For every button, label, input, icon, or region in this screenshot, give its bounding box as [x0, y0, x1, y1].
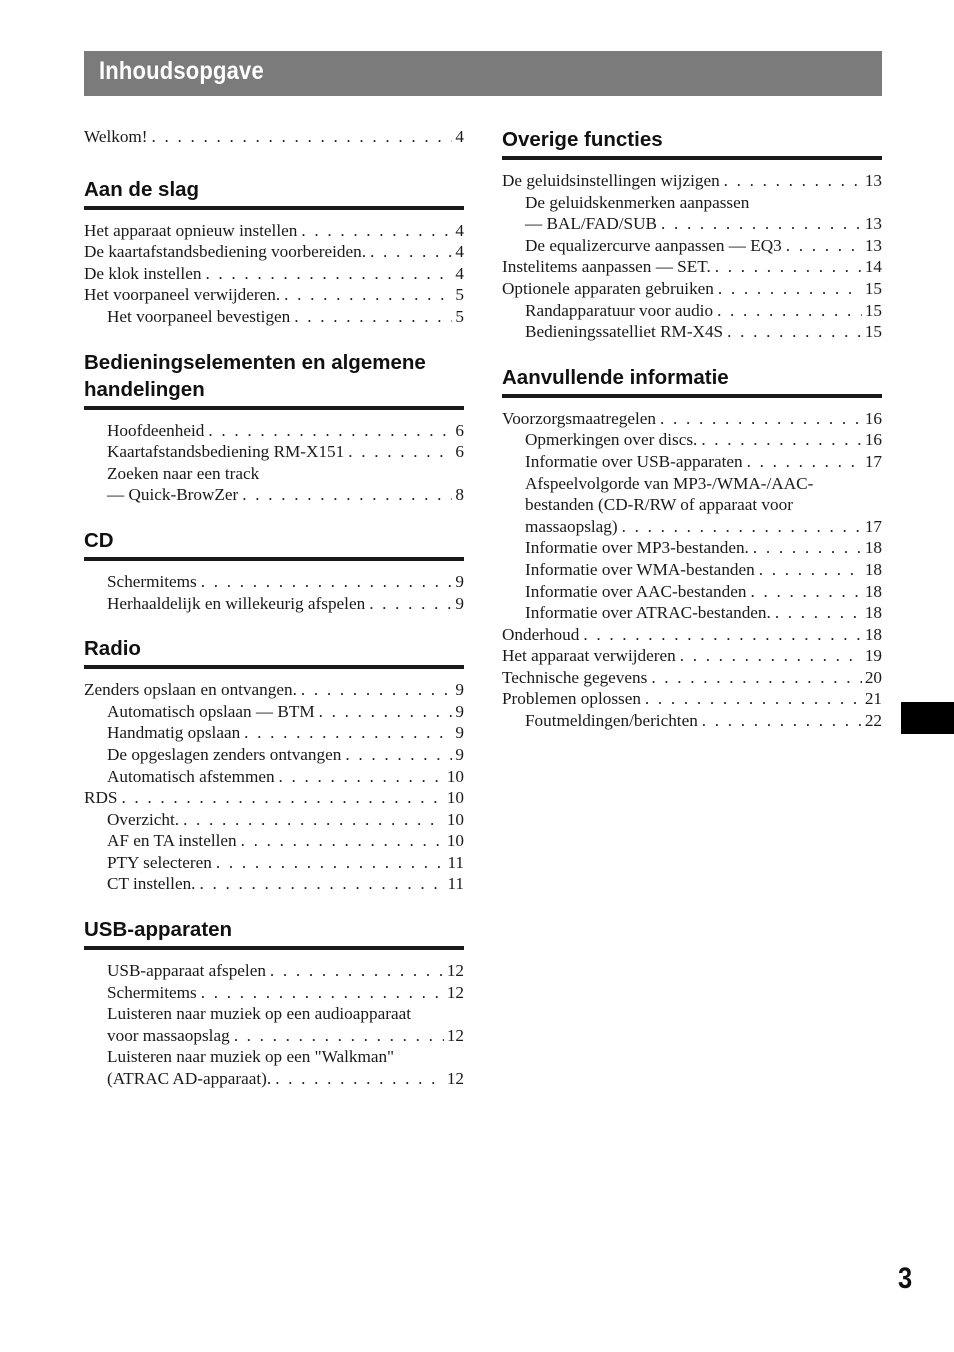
toc-entry-label: De equalizercurve aanpassen — EQ3	[525, 235, 782, 255]
toc-entry-label: Het apparaat opnieuw instellen	[84, 220, 298, 240]
toc-entry[interactable]	[84, 701, 464, 723]
toc-entry-page: 10	[446, 831, 464, 851]
toc-entry-label: massaopslag)	[525, 516, 618, 536]
toc-entry-label: Luisteren naar muziek op een audioapparaat	[107, 1004, 411, 1024]
section-heading: Overige functies	[502, 126, 882, 160]
toc-entry-page: 9	[455, 593, 464, 613]
toc-entry-label: — Quick-BrowZer	[107, 485, 239, 505]
toc-leader-dots	[370, 241, 452, 263]
toc-entries	[84, 220, 464, 328]
toc-entry[interactable]	[502, 278, 882, 300]
toc-entry[interactable]	[84, 873, 464, 895]
section-heading: Radio	[84, 635, 464, 669]
toc-entry[interactable]	[502, 256, 882, 278]
toc-leader-dots	[205, 263, 452, 285]
toc-leader-dots	[775, 602, 862, 624]
toc-leader-dots	[284, 284, 452, 306]
toc-left-column	[84, 126, 464, 1111]
toc-entry-page: 21	[864, 689, 882, 709]
toc-entry-page: 4	[455, 220, 464, 240]
toc-entry-page: 13	[864, 171, 882, 190]
toc-leader-dots	[345, 744, 452, 766]
toc-entry-label: Onderhoud	[502, 624, 580, 644]
toc-leader-dots	[201, 982, 444, 1004]
toc-entry-page: 13	[864, 235, 882, 255]
toc-entry[interactable]	[502, 494, 882, 516]
toc-entry[interactable]	[502, 645, 882, 667]
toc-entry-label: Automatisch afstemmen	[107, 766, 275, 786]
toc-entry-page: 15	[864, 278, 882, 298]
toc-entry-page: 12	[446, 982, 464, 1002]
toc-entry-label: Schermitems	[107, 982, 197, 1002]
toc-entry[interactable]	[502, 451, 882, 473]
toc-entry[interactable]	[502, 408, 882, 430]
toc-entry-label: De opgeslagen zenders ontvangen	[107, 744, 342, 764]
toc-entry-page: 4	[455, 127, 464, 146]
toc-entries	[502, 408, 882, 732]
toc-entry[interactable]	[84, 766, 464, 788]
section-thumb-tab	[901, 702, 954, 734]
toc-entry[interactable]	[84, 787, 464, 809]
toc-entries	[84, 960, 464, 1090]
section-heading: Aanvullende informatie	[502, 364, 882, 398]
toc-entry-page: 17	[864, 516, 882, 536]
toc-entry-label: Overzicht.	[107, 809, 180, 829]
toc-leader-dots	[759, 559, 862, 581]
toc-entry-label: Schermitems	[107, 571, 197, 591]
toc-entry[interactable]	[502, 192, 882, 214]
toc-leader-dots	[183, 809, 444, 831]
toc-entry[interactable]	[502, 235, 882, 257]
toc-entry-label: Technische gegevens	[502, 667, 648, 687]
toc-leader-dots	[270, 960, 444, 982]
toc-leader-dots	[680, 645, 862, 667]
toc-entry-page: 17	[864, 451, 882, 471]
toc-entry-page: 18	[864, 603, 882, 623]
section-heading: CD	[84, 527, 464, 561]
toc-entry[interactable]	[502, 321, 882, 343]
toc-leader-dots	[301, 679, 453, 701]
toc-entries	[84, 126, 464, 148]
toc-leader-dots	[234, 1025, 444, 1047]
toc-leader-dots	[241, 830, 444, 852]
page-title: Inhoudsopgave	[99, 57, 264, 85]
toc-entry-page: 9	[455, 701, 464, 721]
section-heading-line: Bedieningselementen en algemene	[84, 350, 426, 374]
toc-entry[interactable]	[502, 624, 882, 646]
toc-entry-label: Hoofdeenheid	[107, 420, 205, 440]
toc-leader-dots	[786, 235, 862, 257]
toc-entry-label: Handmatig opslaan	[107, 723, 241, 743]
toc-leader-dots	[750, 581, 861, 603]
toc-entry-label: Zoeken naar een track	[107, 463, 260, 483]
toc-section-aan-de-slag	[84, 176, 464, 328]
toc-leader-dots	[701, 429, 862, 451]
toc-leader-dots	[201, 571, 453, 593]
toc-entry-page: 12	[446, 1069, 464, 1089]
toc-entry[interactable]	[502, 300, 882, 322]
toc-entry-page: 18	[864, 559, 882, 579]
toc-entry-page: 19	[864, 646, 882, 666]
toc-entry-page: 16	[864, 430, 882, 450]
section-heading	[84, 349, 464, 410]
toc-leader-dots	[279, 766, 444, 788]
toc-entry-label: De kaartafstandsbediening voorbereiden.	[84, 242, 367, 262]
toc-entry[interactable]	[502, 667, 882, 689]
toc-entry-label: Opmerkingen over discs.	[525, 430, 698, 450]
toc-entry-page: 4	[455, 242, 464, 262]
toc-entry-label: Informatie over AAC-bestanden	[525, 581, 747, 601]
toc-entry[interactable]	[84, 809, 464, 831]
toc-entry[interactable]	[502, 537, 882, 559]
toc-leader-dots	[275, 1068, 444, 1090]
toc-entry-page: 5	[455, 285, 464, 305]
toc-entry-label: PTY selecteren	[107, 852, 212, 872]
toc-section-cd	[84, 527, 464, 614]
toc-leader-dots	[348, 441, 452, 463]
toc-entry-label: Bedieningssatelliet RM-X4S	[525, 322, 724, 342]
toc-entry[interactable]	[84, 463, 464, 485]
toc-entry-label: USB-apparaat afspelen	[107, 961, 266, 981]
toc-entry-page: 4	[455, 263, 464, 283]
toc-entry[interactable]	[84, 1046, 464, 1068]
toc-entry[interactable]	[84, 830, 464, 852]
toc-entry-page: 6	[455, 420, 464, 440]
toc-entry[interactable]	[84, 593, 464, 615]
toc-entry-page: 14	[864, 257, 882, 277]
toc-entry-page: 10	[446, 809, 464, 829]
toc-entry[interactable]	[502, 473, 882, 495]
toc-entry[interactable]	[502, 429, 882, 451]
toc-entry-label: Randapparatuur voor audio	[525, 300, 714, 320]
toc-entry-label: De geluidsinstellingen wijzigen	[502, 171, 720, 190]
toc-leader-dots	[294, 306, 452, 328]
toc-entry-page: 18	[864, 538, 882, 558]
toc-entry[interactable]	[84, 722, 464, 744]
toc-leader-dots	[622, 516, 862, 538]
toc-entry-label: Problemen oplossen	[502, 689, 641, 709]
toc-entry-page: 16	[864, 408, 882, 428]
toc-section-radio	[84, 635, 464, 895]
toc-entry-label: Het voorpaneel verwijderen.	[84, 285, 281, 305]
toc-leader-dots	[301, 220, 452, 242]
toc-leader-dots	[121, 787, 443, 809]
toc-entry-label: Foutmeldingen/berichten	[525, 711, 698, 731]
toc-entry-label: bestanden (CD-R/RW of apparaat voor	[525, 495, 793, 515]
toc-entry[interactable]	[502, 170, 882, 192]
toc-leader-dots	[583, 624, 861, 646]
toc-leader-dots	[724, 170, 862, 192]
toc-entry[interactable]	[502, 559, 882, 581]
toc-entry-label: Herhaaldelijk en willekeurig afspelen	[107, 593, 366, 613]
toc-entry[interactable]	[84, 1003, 464, 1025]
toc-leader-dots	[244, 722, 452, 744]
toc-entry-label: Optionele apparaten gebruiken	[502, 278, 714, 298]
toc-entry[interactable]	[84, 982, 464, 1004]
toc-section-aanvullend	[502, 364, 882, 732]
toc-entry[interactable]	[84, 263, 464, 285]
toc-entry-page: 9	[455, 723, 464, 743]
toc-leader-dots	[715, 256, 862, 278]
toc-entry[interactable]	[84, 420, 464, 442]
toc-entry[interactable]	[84, 744, 464, 766]
toc-entry-page: 12	[446, 1025, 464, 1045]
toc-entry[interactable]	[84, 126, 464, 148]
toc-entry-label: Luisteren naar muziek op een "Walkman"	[107, 1047, 395, 1067]
toc-entry[interactable]	[84, 284, 464, 306]
toc-entry-page: 18	[864, 624, 882, 644]
toc-entry-page: 8	[455, 485, 464, 505]
toc-entry[interactable]	[84, 441, 464, 463]
toc-entry-label: Informatie over MP3-bestanden.	[525, 538, 749, 558]
toc-leader-dots	[216, 852, 445, 874]
title-bar	[84, 51, 882, 96]
toc-entries	[84, 571, 464, 614]
section-heading-line: handelingen	[84, 377, 205, 401]
toc-right-column	[502, 126, 882, 753]
toc-entry-page: 20	[864, 667, 882, 687]
toc-entry-page: 5	[455, 306, 464, 326]
toc-entry-page: 9	[455, 571, 464, 591]
toc-leader-dots	[208, 420, 452, 442]
toc-entry-label: Instelitems aanpassen — SET.	[502, 257, 711, 277]
toc-entry[interactable]	[84, 241, 464, 263]
toc-entry[interactable]	[502, 688, 882, 710]
toc-entry-label: De klok instellen	[84, 263, 202, 283]
toc-entry[interactable]	[84, 1025, 464, 1047]
toc-leader-dots	[645, 688, 862, 710]
toc-leader-dots	[199, 873, 444, 895]
toc-entries	[502, 170, 882, 343]
toc-entry-page: 11	[447, 874, 464, 894]
toc-entry-label: AF en TA instellen	[107, 831, 237, 851]
toc-entry-page: 13	[864, 214, 882, 234]
toc-entry-label: CT instellen.	[107, 874, 196, 894]
toc-entry-page: 6	[455, 442, 464, 462]
toc-entry-page: 15	[864, 300, 882, 320]
toc-entry-label: voor massaopslag	[107, 1025, 230, 1045]
toc-entry[interactable]	[84, 960, 464, 982]
toc-section-usb	[84, 916, 464, 1090]
toc-entry-label: Welkom!	[84, 127, 148, 146]
toc-entry-label: — BAL/FAD/SUB	[525, 214, 657, 234]
toc-entry[interactable]	[84, 1068, 464, 1090]
toc-entry-page: 15	[864, 322, 882, 342]
toc-leader-dots	[702, 710, 862, 732]
toc-entry-page: 18	[864, 581, 882, 601]
toc-entry[interactable]	[502, 710, 882, 732]
toc-entry[interactable]	[84, 306, 464, 328]
toc-entry[interactable]	[502, 602, 882, 624]
toc-entry-label: Kaartafstandsbediening RM-X151	[107, 442, 345, 462]
toc-entry-page: 12	[446, 961, 464, 981]
toc-entry-page: 10	[446, 766, 464, 786]
toc-leader-dots	[661, 213, 862, 235]
toc-entry[interactable]	[84, 484, 464, 506]
toc-entry[interactable]	[84, 852, 464, 874]
toc-leader-dots	[651, 667, 862, 689]
toc-entry-label: Informatie over ATRAC-bestanden.	[525, 603, 771, 623]
toc-leader-dots	[152, 126, 453, 148]
toc-entry[interactable]	[502, 516, 882, 538]
toc-entry-label: Voorzorgsmaatregelen	[502, 408, 656, 428]
toc-leader-dots	[369, 593, 452, 615]
toc-leader-dots	[753, 537, 862, 559]
toc-entry-label: Informatie over USB-apparaten	[525, 451, 743, 471]
toc-leader-dots	[717, 300, 862, 322]
page-number: 3	[898, 1262, 913, 1295]
toc-entry-label: (ATRAC AD-apparaat).	[107, 1069, 272, 1089]
toc-entry-label: Automatisch opslaan — BTM	[107, 701, 315, 721]
toc-section-intro	[84, 126, 464, 148]
toc-entry[interactable]	[84, 679, 464, 701]
toc-entry-page: 22	[864, 711, 882, 731]
toc-section-bediening	[84, 349, 464, 506]
toc-leader-dots	[319, 701, 453, 723]
toc-leader-dots	[242, 484, 452, 506]
toc-leader-dots	[660, 408, 862, 430]
toc-entry-page: 10	[446, 788, 464, 808]
toc-entry-page: 11	[447, 852, 464, 872]
toc-entry-label: Het voorpaneel bevestigen	[107, 306, 291, 326]
toc-entry-page: 9	[455, 744, 464, 764]
toc-leader-dots	[727, 321, 862, 343]
section-heading: Aan de slag	[84, 176, 464, 210]
toc-entry[interactable]	[84, 220, 464, 242]
section-heading: USB-apparaten	[84, 916, 464, 950]
toc-entry[interactable]	[84, 571, 464, 593]
toc-entries	[84, 679, 464, 895]
toc-entry-label: Informatie over WMA-bestanden	[525, 559, 755, 579]
toc-entry[interactable]	[502, 213, 882, 235]
toc-leader-dots	[747, 451, 862, 473]
toc-entry-label: Afspeelvolgorde van MP3-/WMA-/AAC-	[525, 473, 814, 493]
toc-leader-dots	[718, 278, 862, 300]
toc-entry-label: RDS	[84, 788, 118, 808]
toc-entry-label: Het apparaat verwijderen	[502, 646, 676, 666]
toc-entry-page: 9	[455, 680, 464, 700]
toc-entry[interactable]	[502, 581, 882, 603]
toc-entry-label: De geluidskenmerken aanpassen	[525, 192, 750, 212]
toc-entry-label: Zenders opslaan en ontvangen.	[84, 680, 297, 700]
toc-section-overige	[502, 126, 882, 343]
toc-entries	[84, 420, 464, 506]
